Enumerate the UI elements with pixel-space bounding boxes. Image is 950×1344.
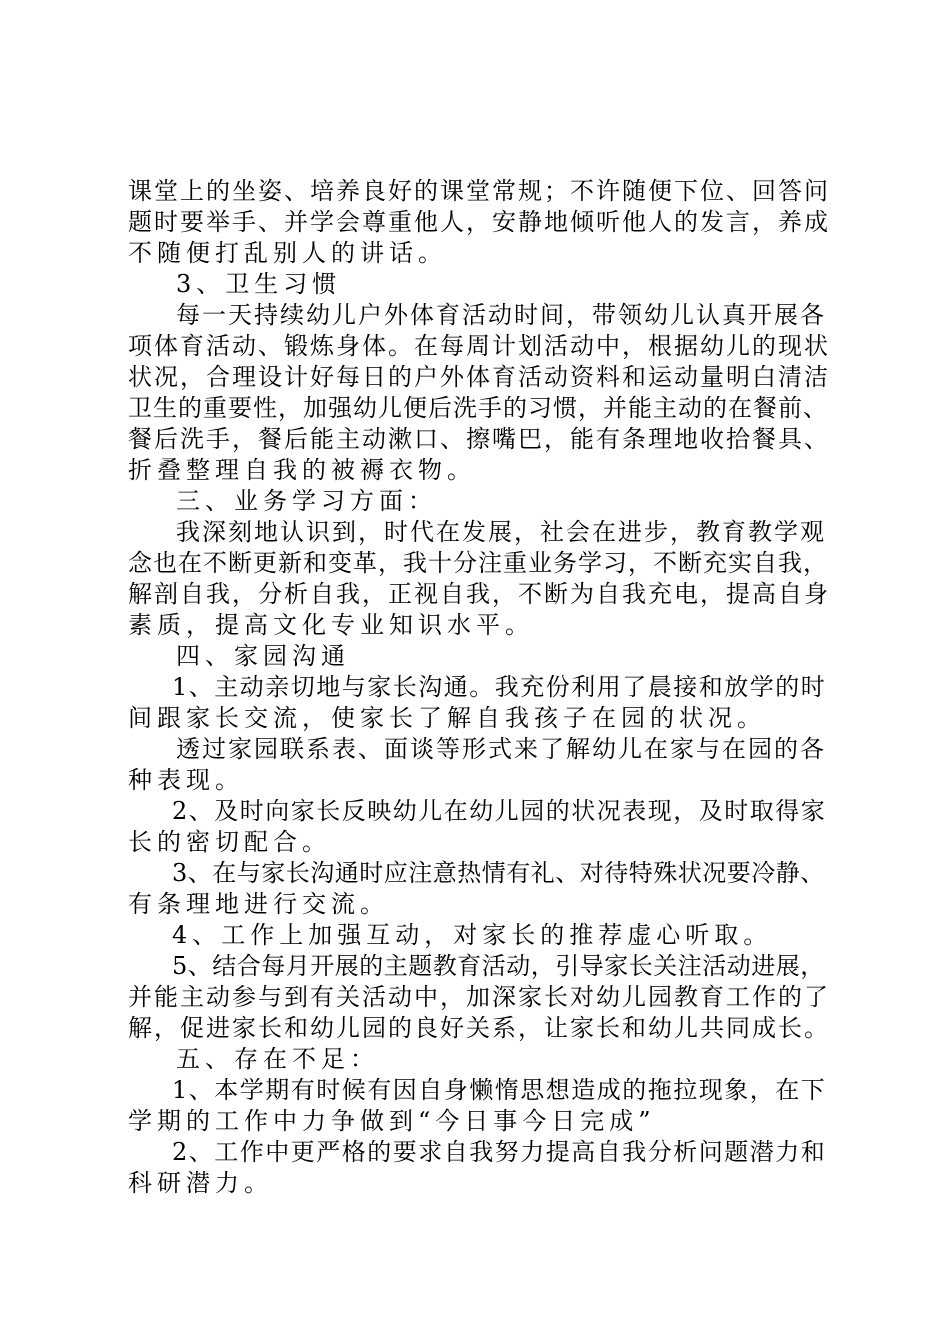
text-line: 项体育活动、锻炼身体。在每周计划活动中，根据幼儿的现状 bbox=[128, 332, 830, 360]
paragraph-start: 1、主动亲切地与家长沟通。我充份利用了晨接和放学的时 bbox=[172, 673, 827, 701]
paragraph-start: 我深刻地认识到，时代在发展，社会在进步，教育教学观 bbox=[176, 518, 826, 546]
section-heading: 3、卫生习惯 bbox=[176, 270, 342, 298]
text-line: 间跟家长交流，使家长了解自我孩子在园的状况。 bbox=[128, 704, 766, 732]
paragraph-start: 3、在与家长沟通时应注意热情有礼、对待特殊状况要冷静、 bbox=[172, 859, 825, 887]
text-line: 种表现。 bbox=[128, 766, 244, 794]
text-line: 卫生的重要性，加强幼儿便后洗手的习惯，并能主动的在餐前、 bbox=[128, 394, 828, 422]
text-line: 折叠整理自我的被褥衣物。 bbox=[128, 456, 476, 484]
text-line: 餐后洗手，餐后能主动漱口、擦嘴巴，能有条理地收拾餐具、 bbox=[128, 425, 830, 453]
section-heading: 三、业务学习方面： bbox=[176, 487, 437, 515]
paragraph-start: 2、工作中更严格的要求自我努力提高自我分析问题潜力和 bbox=[172, 1138, 827, 1166]
text-line: 解剖自我，分析自我，正视自我，不断为自我充电，提高自身 bbox=[128, 580, 830, 608]
paragraph-start: 每一天持续幼儿户外体育活动时间，带领幼儿认真开展各 bbox=[176, 301, 826, 329]
paragraph-start: 2、及时向家长反映幼儿在幼儿园的状况表现，及时取得家 bbox=[172, 797, 827, 825]
text-line: 学期的工作中力争做到“今日事今日完成” bbox=[128, 1107, 656, 1135]
text-line: 素质，提高文化专业知识水平。 bbox=[128, 611, 534, 639]
document-body bbox=[128, 176, 834, 1199]
text-line: 科研潜力。 bbox=[128, 1169, 273, 1197]
text-line: 不随便打乱别人的讲话。 bbox=[128, 239, 447, 267]
text-line: 课堂上的坐姿、培养良好的课堂常规；不许随便下位、回答问 bbox=[128, 177, 830, 205]
text-line: 题时要举手、并学会尊重他人，安静地倾听他人的发言，养成 bbox=[128, 208, 830, 236]
paragraph-start: 1、本学期有时候有因自身懒惰思想造成的拖拉现象，在下 bbox=[172, 1076, 827, 1104]
paragraph-start: 4、工作上加强互动，对家长的推荐虚心听取。 bbox=[172, 921, 773, 949]
section-heading: 五、存在不足： bbox=[176, 1045, 379, 1073]
text-line: 并能主动参与到有关活动中，加深家长对幼儿园教育工作的了 bbox=[128, 983, 830, 1011]
text-line: 长的密切配合。 bbox=[128, 828, 331, 856]
paragraph-start: 透过家园联系表、面谈等形式来了解幼儿在家与在园的各 bbox=[176, 735, 826, 763]
text-line: 念也在不断更新和变革，我十分注重业务学习，不断充实自我， bbox=[128, 549, 828, 577]
paragraph-start: 5、结合每月开展的主题教育活动，引导家长关注活动进展， bbox=[172, 952, 825, 980]
section-heading: 四、家园沟通 bbox=[176, 642, 350, 670]
text-line: 有条理地进行交流。 bbox=[128, 890, 389, 918]
text-line: 状况，合理设计好每日的户外体育活动资料和运动量明白清洁 bbox=[128, 363, 830, 391]
text-line: 解，促进家长和幼儿园的良好关系，让家长和幼儿共同成长。 bbox=[128, 1014, 830, 1042]
